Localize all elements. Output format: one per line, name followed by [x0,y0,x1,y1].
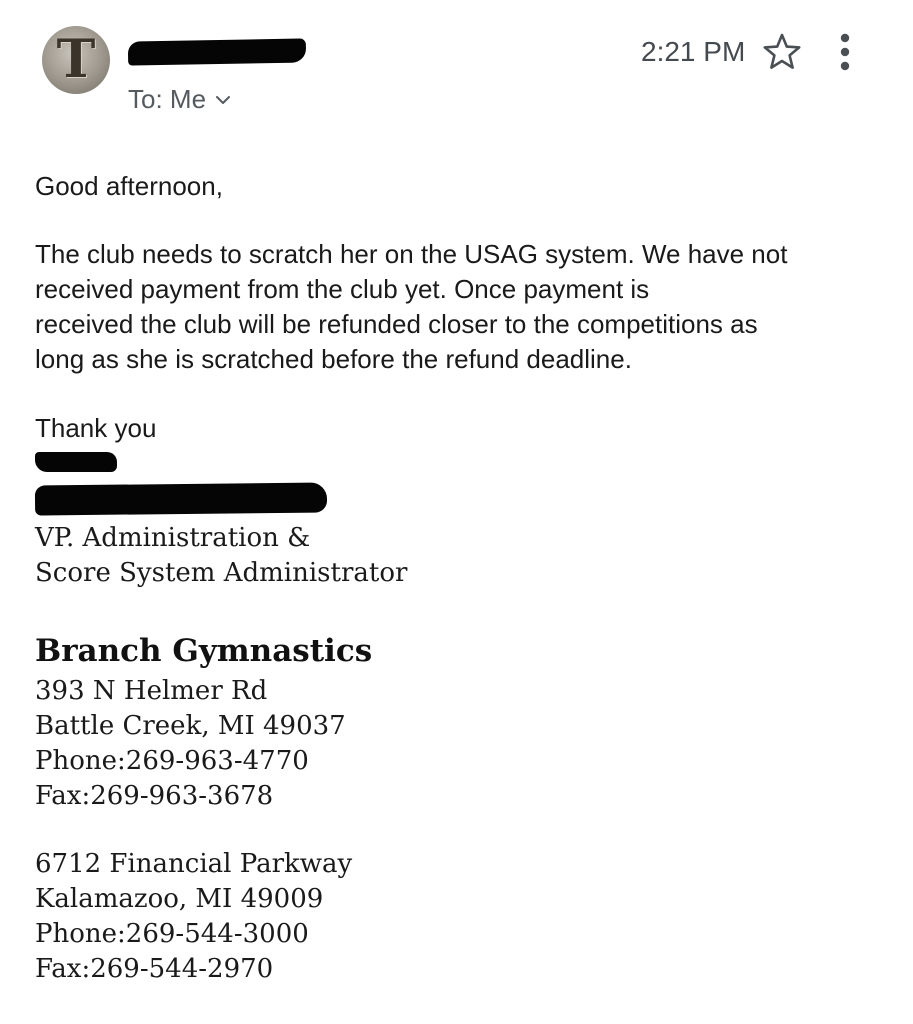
more-options-icon[interactable] [830,30,860,74]
paragraph-line: long as she is scratched before the refund deadline. [35,344,632,374]
chevron-down-icon [214,91,232,109]
paragraph-line: The club needs to scratch her on the USAG system. We have not [35,239,788,269]
avatar-letter: T [56,29,96,90]
title-line: VP. Administration & [35,523,311,553]
address-city: Kalamazoo, MI 49009 [35,884,324,914]
star-icon[interactable] [761,31,803,73]
greeting-text: Good afternoon, [35,171,223,201]
sender-avatar[interactable] [42,26,110,94]
sender-name-redaction [128,38,306,65]
address-fax: Fax:269-963-3678 [35,781,274,811]
address-fax: Fax:269-544-2970 [35,954,274,984]
recipient-dropdown[interactable] [128,84,232,115]
address-phone: Phone:269-963-4770 [35,746,309,776]
address-city: Battle Creek, MI 49037 [35,711,346,741]
signature-fullname-redaction [35,482,327,515]
message-time: 2:21 PM [641,36,746,67]
recipient-label: To: Me [128,84,207,114]
company-name: Branch Gymnastics [35,633,373,669]
closing-text: Thank you [35,413,157,443]
address-block-battle-creek [35,674,346,814]
address-street: 393 N Helmer Rd [35,676,268,706]
paragraph-line: received the club will be refunded closer to the competitions as [35,309,758,339]
paragraph-line: received payment from the club yet. Once payment is [35,274,650,304]
address-block-kalamazoo [35,847,352,987]
signature-name-redaction [35,452,117,472]
title-line: Score System Administrator [35,558,408,588]
message-paragraph [35,237,895,377]
address-phone: Phone:269-544-3000 [35,919,309,949]
signature-title [35,521,407,591]
address-street: 6712 Financial Parkway [35,849,353,879]
